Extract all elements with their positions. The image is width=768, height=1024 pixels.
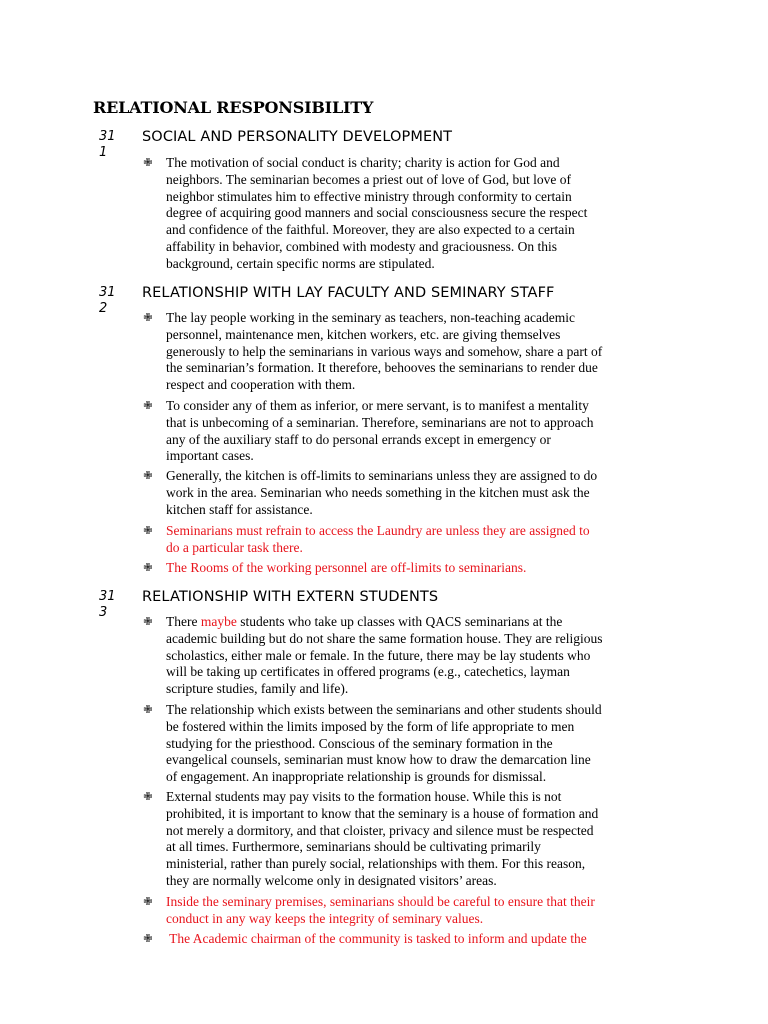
document-title: RELATIONAL RESPONSIBILITY (93, 98, 374, 117)
section-heading: SOCIAL AND PERSONALITY DEVELOPMENT (142, 129, 453, 145)
item-text-highlighted: The Academic chairman of the community is tasked to inform and update the (166, 931, 587, 946)
item-text: The lay people working in the seminary as teachers, non-teaching academic personnel, maintenance men, kitchen workers, etc. are giving themselves generously to help the seminarians in various ways and somehow, share a part of the seminarian’s formation. It therefore, behooves the seminarians to render due respect and cooperation with them. (166, 310, 603, 393)
item-text-highlighted: Seminarians must refrain to access the Laundry are unless they are assigned to do a particular task there. (166, 523, 590, 555)
item-text: To consider any of them as inferior, or mere servant, is to manifest a mentality that is unbecoming of a seminarian. Therefore, seminarians are not to approach any of the auxiliary staff to do personal errands except in emergency or important cases. (166, 398, 594, 464)
section-number: 31 2 (99, 285, 116, 316)
item-text: External students may pay visits to the formation house. While this is not prohibited, it is important to know that the seminary is a house of formation and not merely a dormitory, and that cloister, privacy and silence must be respected at all times. Furthermore, seminarians should be cultivating primarily ministerial, rather than purely social, relationships with them. For this reason, they are normally welcome only in designated visitors’ areas. (166, 789, 599, 888)
item-text (166, 614, 672, 698)
item-text-rest: students who take up classes with QACS seminarians at the academic building but do not share the same formation house. They are religious scholastics, either male or female. In the future, there may be lay students who will be taking up certificates in offered programs (e.g., catechetics, layman scripture studies, family and life). (166, 614, 603, 697)
item-text-start: There (166, 614, 201, 629)
cross-bullet-icon: ✙ (143, 399, 153, 412)
item-text: Generally, the kitchen is off-limits to seminarians unless they are assigned to do work in the area. Seminarian who needs something in the kitchen must ask the kitchen staff for assistance. (166, 468, 598, 517)
cross-bullet-icon: ✙ (143, 790, 153, 803)
cross-bullet-icon: ✙ (143, 615, 153, 628)
cross-bullet-icon: ✙ (143, 524, 153, 537)
cross-bullet-icon: ✙ (143, 561, 153, 574)
cross-bullet-icon: ✙ (143, 932, 153, 945)
cross-bullet-icon: ✙ (143, 703, 153, 716)
item-text: The relationship which exists between the seminarians and other students should be fostered within the limits imposed by the form of life appropriate to men studying for the priesthood. Conscious of the seminary formation in the evangelical counsels, seminarian must know how to draw the demarcation line of engagement. An inappropriate relationship is grounds for dismissal. (166, 702, 602, 785)
cross-bullet-icon: ✙ (143, 895, 153, 908)
item-text-highlighted: The Rooms of the working personnel are off-limits to seminarians. (166, 560, 527, 575)
item-text-highlighted: Inside the seminary premises, seminarians should be careful to ensure that their conduct in any way keeps the integrity of seminary values. (166, 894, 595, 926)
section-heading: RELATIONSHIP WITH LAY FACULTY AND SEMINARY STAFF (142, 285, 555, 301)
highlighted-word: maybe (200, 614, 237, 629)
cross-bullet-icon: ✙ (143, 469, 153, 482)
item-text: The motivation of social conduct is charity; charity is action for God and neighbors. The seminarian becomes a priest out of love of God, but love of neighbor stimulates him to effective ministry through conformity to certain degree of acquiring good manners and social consciousness secure the respect and confidence of the faithful. Moreover, they are also expected to a certain affability in behavior, combined with modesty and graciousness. On this background, certain specific norms are stipulated. (166, 155, 588, 271)
section-number: 31 3 (99, 589, 116, 620)
cross-bullet-icon: ✙ (143, 156, 153, 169)
section-heading: RELATIONSHIP WITH EXTERN STUDENTS (142, 589, 439, 605)
section-number: 31 1 (99, 129, 116, 160)
cross-bullet-icon: ✙ (143, 311, 153, 324)
